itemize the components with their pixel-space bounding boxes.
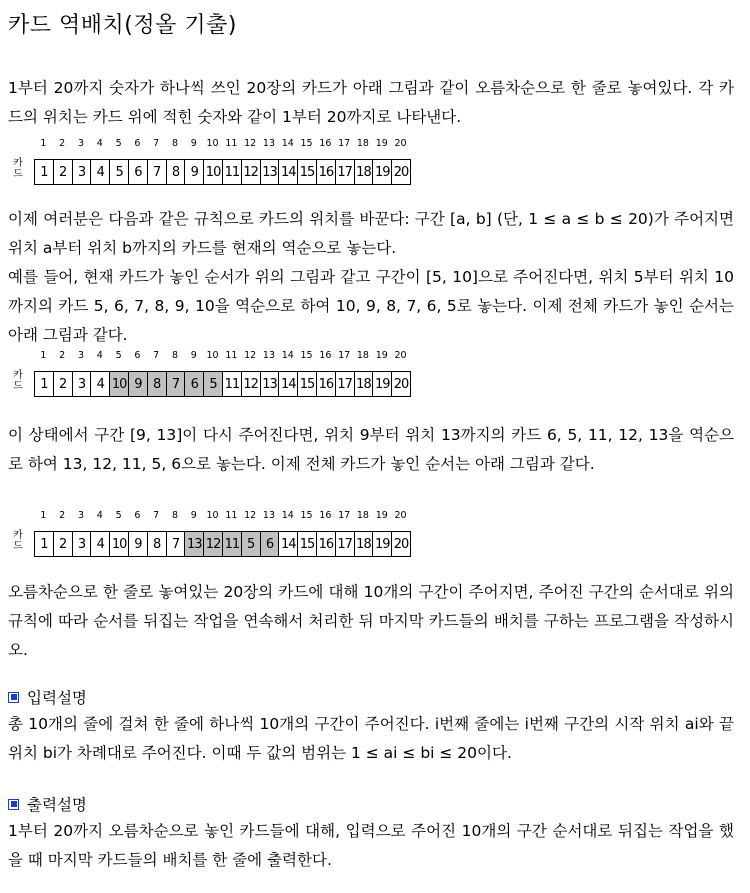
position-number: 11	[225, 350, 238, 361]
position-number: 5	[115, 138, 122, 149]
position-number: 12	[244, 350, 257, 361]
input-heading	[8, 686, 87, 708]
card-cell: 7	[167, 372, 186, 396]
card-row	[34, 159, 411, 185]
position-number: 17	[338, 138, 351, 149]
position-number: 14	[281, 350, 294, 361]
position-number: 18	[356, 350, 369, 361]
card-cell: 17	[336, 532, 355, 556]
position-number: 19	[375, 510, 388, 521]
position-number: 3	[77, 350, 85, 361]
card-cell: 15	[298, 160, 317, 184]
position-number: 1	[40, 138, 47, 149]
position-number: 11	[225, 510, 238, 521]
card-cell: 17	[336, 372, 355, 396]
card-cell: 16	[317, 532, 336, 556]
card-cell: 5	[110, 160, 129, 184]
position-number: 9	[190, 510, 197, 521]
card-cell: 8	[148, 532, 167, 556]
card-cell: 12	[242, 160, 261, 184]
position-number: 13	[262, 350, 275, 361]
position-numbers	[34, 138, 410, 149]
position-number: 8	[171, 510, 178, 521]
card-side-label	[8, 370, 28, 392]
position-number: 3	[77, 510, 85, 521]
card-cell: 19	[373, 532, 392, 556]
position-number: 15	[300, 350, 313, 361]
output-heading-label: 출력설명	[27, 796, 87, 814]
card-cell: 13	[261, 160, 280, 184]
card-cell: 13	[185, 532, 204, 556]
card-cell: 9	[129, 372, 148, 396]
position-number: 4	[96, 138, 103, 149]
position-number: 12	[244, 138, 257, 149]
side-label-char: 카	[13, 370, 23, 381]
position-number: 20	[394, 138, 407, 149]
position-number: 18	[356, 138, 369, 149]
card-cell: 6	[261, 532, 280, 556]
card-cell: 11	[223, 532, 242, 556]
card-side-label	[8, 530, 28, 552]
position-number: 6	[134, 510, 141, 521]
card-cell: 16	[317, 372, 336, 396]
card-cell: 7	[167, 532, 186, 556]
card-cell: 17	[336, 160, 355, 184]
position-number: 15	[300, 138, 313, 149]
side-label-char: 카	[13, 158, 23, 169]
card-cell: 19	[373, 160, 392, 184]
position-numbers	[34, 350, 410, 361]
example2-paragraph: 이 상태에서 구간 [9, 13]이 다시 주어진다면, 위치 9부터 위치 13까지의 카드 6, 5, 11, 12, 13을 역순으로 하여 13, 12, 11, 5, 6으로 놓는다. 이제 전체 카드가 놓인 순서는 아래 그림과 같다.	[8, 426, 734, 473]
card-cell: 7	[148, 160, 167, 184]
card-row	[34, 531, 411, 557]
card-cell: 10	[204, 160, 223, 184]
card-cell: 3	[73, 532, 92, 556]
card-cell: 15	[298, 532, 317, 556]
card-cell: 12	[204, 532, 223, 556]
card-cell: 2	[54, 372, 73, 396]
position-number: 15	[300, 510, 313, 521]
card-cell: 14	[279, 160, 298, 184]
output-description: 1부터 20까지 오름차순으로 놓인 카드들에 대해, 입력으로 주어진 10개의 구간 순서대로 뒤집는 작업을 했을 때 마지막 카드들의 배치를 한 줄에 출력한다.	[8, 822, 734, 869]
card-cell: 18	[355, 160, 374, 184]
card-cell: 1	[35, 532, 54, 556]
card-cell: 8	[148, 372, 167, 396]
position-number: 20	[394, 350, 407, 361]
card-cell: 16	[317, 160, 336, 184]
card-cell: 5	[204, 372, 223, 396]
position-number: 20	[394, 510, 407, 521]
position-number: 13	[262, 510, 275, 521]
card-cell: 19	[373, 372, 392, 396]
position-number: 4	[96, 510, 103, 521]
output-heading	[8, 793, 87, 815]
card-cell: 20	[392, 160, 410, 184]
position-number: 13	[262, 138, 275, 149]
position-number: 19	[375, 138, 388, 149]
card-cell: 6	[129, 160, 148, 184]
card-cell: 20	[392, 372, 410, 396]
position-number: 9	[190, 138, 197, 149]
square-bullet-icon	[8, 692, 19, 703]
position-number: 1	[40, 510, 47, 521]
side-label-char: 드	[13, 381, 23, 392]
card-cell: 4	[91, 532, 110, 556]
position-number: 7	[153, 350, 160, 361]
input-heading-label: 입력설명	[27, 689, 87, 707]
position-number: 7	[153, 138, 160, 149]
position-number: 14	[281, 510, 294, 521]
card-cell: 15	[298, 372, 317, 396]
position-number: 19	[375, 350, 388, 361]
position-number: 12	[244, 510, 257, 521]
intro-paragraph: 1부터 20까지 숫자가 하나씩 쓰인 20장의 카드가 아래 그림과 같이 오름차순으로 한 줄로 놓여있다. 각 카드의 위치는 카드 위에 적힌 숫자와 같이 1부터 20까지로 나타낸다.	[8, 79, 734, 126]
card-cell: 4	[91, 160, 110, 184]
rule-paragraph	[8, 205, 734, 350]
card-cell: 8	[167, 160, 186, 184]
position-number: 16	[319, 350, 332, 361]
card-cell: 10	[110, 372, 129, 396]
position-numbers	[34, 510, 410, 521]
card-cell: 3	[73, 160, 92, 184]
card-cell: 1	[35, 160, 54, 184]
card-cell: 9	[185, 160, 204, 184]
position-number: 6	[134, 350, 141, 361]
position-number: 1	[40, 350, 47, 361]
position-number: 10	[206, 138, 219, 149]
card-cell: 20	[392, 532, 410, 556]
card-cell: 1	[35, 372, 54, 396]
position-number: 7	[153, 510, 160, 521]
card-cell: 9	[129, 532, 148, 556]
card-cell: 4	[91, 372, 110, 396]
position-number: 9	[190, 350, 197, 361]
position-number: 10	[206, 350, 219, 361]
position-number: 5	[115, 510, 122, 521]
card-cell: 11	[223, 160, 242, 184]
position-number: 2	[59, 510, 66, 521]
position-number: 8	[171, 350, 178, 361]
card-cell: 13	[261, 372, 280, 396]
card-cell: 2	[54, 160, 73, 184]
card-cell: 14	[279, 532, 298, 556]
side-label-char: 드	[13, 541, 23, 552]
rule-text: 이제 여러분은 다음과 같은 규칙으로 카드의 위치를 바꾼다: 구간 [a, b] (단, 1 ≤ a ≤ b ≤ 20)가 주어지면 위치 a부터 위치 b까지의 카드를 현재의 역순으로 놓는다.	[8, 210, 734, 257]
position-number: 8	[171, 138, 178, 149]
position-number: 4	[96, 350, 103, 361]
position-number: 17	[338, 510, 351, 521]
example1-text: 예를 들어, 현재 카드가 놓인 순서가 위의 그림과 같고 구간이 [5, 10]으로 주어진다면, 위치 5부터 위치 10까지의 카드 5, 6, 7, 8, 9, 10을 역순으로 하여 10, 9, 8, 7, 6, 5로 놓는다. 이제 전체 카드가 놓인 순서는 아래 그림과 같다.	[8, 268, 734, 344]
position-number: 16	[319, 510, 332, 521]
card-cell: 18	[355, 372, 374, 396]
card-side-label	[8, 158, 28, 180]
card-cell: 18	[355, 532, 374, 556]
card-cell: 10	[110, 532, 129, 556]
position-number: 6	[134, 138, 141, 149]
card-cell: 14	[279, 372, 298, 396]
position-number: 14	[281, 138, 294, 149]
position-number: 16	[319, 138, 332, 149]
card-cell: 5	[242, 532, 261, 556]
position-number: 11	[225, 138, 238, 149]
position-number: 3	[77, 138, 85, 149]
card-cell: 12	[242, 372, 261, 396]
position-number: 2	[59, 350, 66, 361]
position-number: 2	[59, 138, 66, 149]
side-label-char: 드	[13, 169, 23, 180]
position-number: 17	[338, 350, 351, 361]
card-row	[34, 371, 411, 397]
position-number: 18	[356, 510, 369, 521]
page-title: 카드 역배치(정올 기출)	[8, 13, 237, 38]
side-label-char: 카	[13, 530, 23, 541]
task-paragraph: 오름차순으로 한 줄로 놓여있는 20장의 카드에 대해 10개의 구간이 주어지면, 주어진 구간의 순서대로 위의 규칙에 따라 순서를 뒤집는 작업을 연속해서 처리한 뒤 마지막 카드들의 배치를 구하는 프로그램을 작성하시오.	[8, 583, 734, 659]
card-cell: 6	[185, 372, 204, 396]
position-number: 5	[115, 350, 122, 361]
input-description: 총 10개의 줄에 걸쳐 한 줄에 하나씩 10개의 구간이 주어진다. i번째 줄에는 i번째 구간의 시작 위치 ai와 끝 위치 bi가 차례대로 주어진다. 이때 두 값의 범위는 1 ≤ ai ≤ bi ≤ 20이다.	[8, 715, 734, 762]
card-cell: 3	[73, 372, 92, 396]
square-bullet-icon	[8, 799, 19, 810]
card-cell: 11	[223, 372, 242, 396]
position-number: 10	[206, 510, 219, 521]
card-cell: 2	[54, 532, 73, 556]
